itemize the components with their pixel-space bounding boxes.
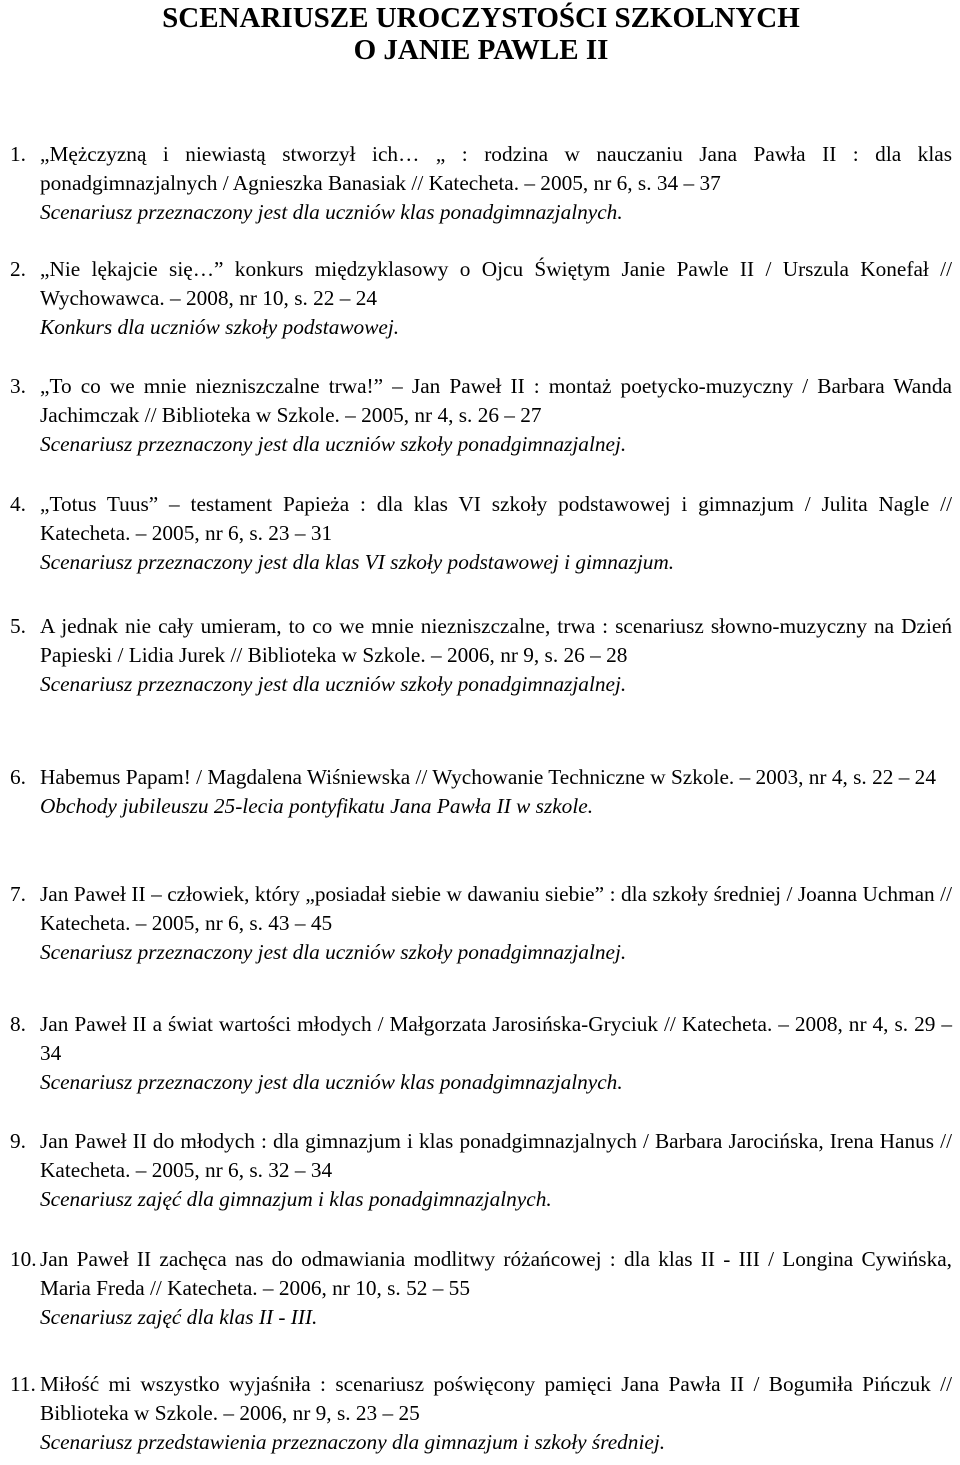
item-citation: Jan Paweł II do młodych : dla gimnazjum i klas ponadgimnazjalnych / Barbara Jarocińska, Irena Hanus // Katecheta. – 2005, nr 6, s. 32 – 34 — [40, 1129, 952, 1182]
item-number: 10. — [10, 1247, 37, 1271]
list-item — [10, 1245, 952, 1332]
list-item — [10, 612, 952, 699]
document-title — [10, 0, 952, 66]
item-citation: Miłość mi wszystko wyjaśniła : scenariusz poświęcony pamięci Jana Pawła II / Bogumiła Pińczuk // Biblioteka w Szkole. – 2006, nr 9, s. 23 – 25 — [40, 1372, 952, 1425]
item-citation: Jan Paweł II – człowiek, który „posiadał siebie w dawaniu siebie” : dla szkoły średniej / Joanna Uchman // Katecheta. – 2005, nr 6, s. 43 – 45 — [40, 882, 952, 935]
item-number: 7. — [10, 882, 26, 906]
item-number: 8. — [10, 1012, 26, 1036]
item-description: Obchody jubileuszu 25-lecia pontyfikatu Jana Pawła II w szkole. — [40, 794, 594, 818]
item-description: Scenariusz przeznaczony jest dla uczniów szkoły ponadgimnazjalnej. — [40, 940, 627, 964]
list-item — [10, 490, 952, 577]
list-item — [10, 1010, 952, 1097]
item-citation: Jan Paweł II a świat wartości młodych / Małgorzata Jarosińska-Gryciuk // Katecheta. – 2008, nr 4, s. 29 – 34 — [40, 1012, 952, 1065]
title-line-2: O JANIE PAWLE II — [353, 34, 609, 66]
list-item — [10, 1370, 952, 1457]
item-number: 2. — [10, 257, 26, 281]
list-item — [10, 140, 952, 227]
item-number: 1. — [10, 142, 26, 166]
list-item — [10, 763, 952, 821]
item-description: Scenariusz zajęć dla klas II - III. — [40, 1305, 318, 1329]
item-citation: „Mężczyzną i niewiastą stworzył ich… „ : rodzina w nauczaniu Jana Pawła II : dla klas ponadgimnazjalnych / Agnieszka Banasiak // Katecheta. – 2005, nr 6, s. 34 – 37 — [40, 142, 952, 195]
list-item — [10, 255, 952, 342]
item-number: 11. — [10, 1372, 36, 1396]
item-description: Scenariusz przedstawienia przeznaczony dla gimnazjum i szkoły średniej. — [40, 1430, 666, 1454]
item-description: Scenariusz przeznaczony jest dla uczniów szkoły ponadgimnazjalnej. — [40, 672, 627, 696]
item-description: Scenariusz przeznaczony jest dla klas VI szkoły podstawowej i gimnazjum. — [40, 550, 675, 574]
item-number: 6. — [10, 765, 26, 789]
item-description: Scenariusz przeznaczony jest dla uczniów szkoły ponadgimnazjalnej. — [40, 432, 627, 456]
item-description: Scenariusz zajęć dla gimnazjum i klas ponadgimnazjalnych. — [40, 1187, 552, 1211]
list-item — [10, 880, 952, 967]
item-citation: Habemus Papam! / Magdalena Wiśniewska // Wychowanie Techniczne w Szkole. – 2003, nr 4, s. 22 – 24 — [40, 765, 936, 789]
list-item — [10, 1127, 952, 1214]
item-citation: „To co we mnie niezniszczalne trwa!” – Jan Paweł II : montaż poetycko-muzyczny / Barbara Wanda Jachimczak // Biblioteka w Szkole. – 2005, nr 4, s. 26 – 27 — [40, 374, 952, 427]
item-citation: „Totus Tuus” – testament Papieża : dla klas VI szkoły podstawowej i gimnazjum / Julita Nagle // Katecheta. – 2005, nr 6, s. 23 – 31 — [40, 492, 952, 545]
item-citation: A jednak nie cały umieram, to co we mnie niezniszczalne, trwa : scenariusz słowno-muzyczny na Dzień Papieski / Lidia Jurek // Biblioteka w Szkole. – 2006, nr 9, s. 26 – 28 — [40, 614, 952, 667]
item-citation: Jan Paweł II zachęca nas do odmawiania modlitwy różańcowej : dla klas II - III / Longina Cywińska, Maria Freda // Katecheta. – 2006, nr 10, s. 52 – 55 — [40, 1247, 952, 1300]
item-number: 5. — [10, 614, 26, 638]
title-line-1: SCENARIUSZE UROCZYSTOŚCI SZKOLNYCH — [162, 2, 800, 34]
item-number: 4. — [10, 492, 26, 516]
item-number: 9. — [10, 1129, 26, 1153]
item-description: Konkurs dla uczniów szkoły podstawowej. — [40, 315, 400, 339]
list-item — [10, 372, 952, 459]
item-description: Scenariusz przeznaczony jest dla uczniów klas ponadgimnazjalnych. — [40, 1070, 623, 1094]
item-number: 3. — [10, 374, 26, 398]
item-description: Scenariusz przeznaczony jest dla uczniów klas ponadgimnazjalnych. — [40, 200, 623, 224]
item-citation: „Nie lękajcie się…” konkurs międzyklasowy o Ojcu Świętym Janie Pawle II / Urszula Konefał // Wychowawca. – 2008, nr 10, s. 22 – 24 — [40, 257, 952, 310]
